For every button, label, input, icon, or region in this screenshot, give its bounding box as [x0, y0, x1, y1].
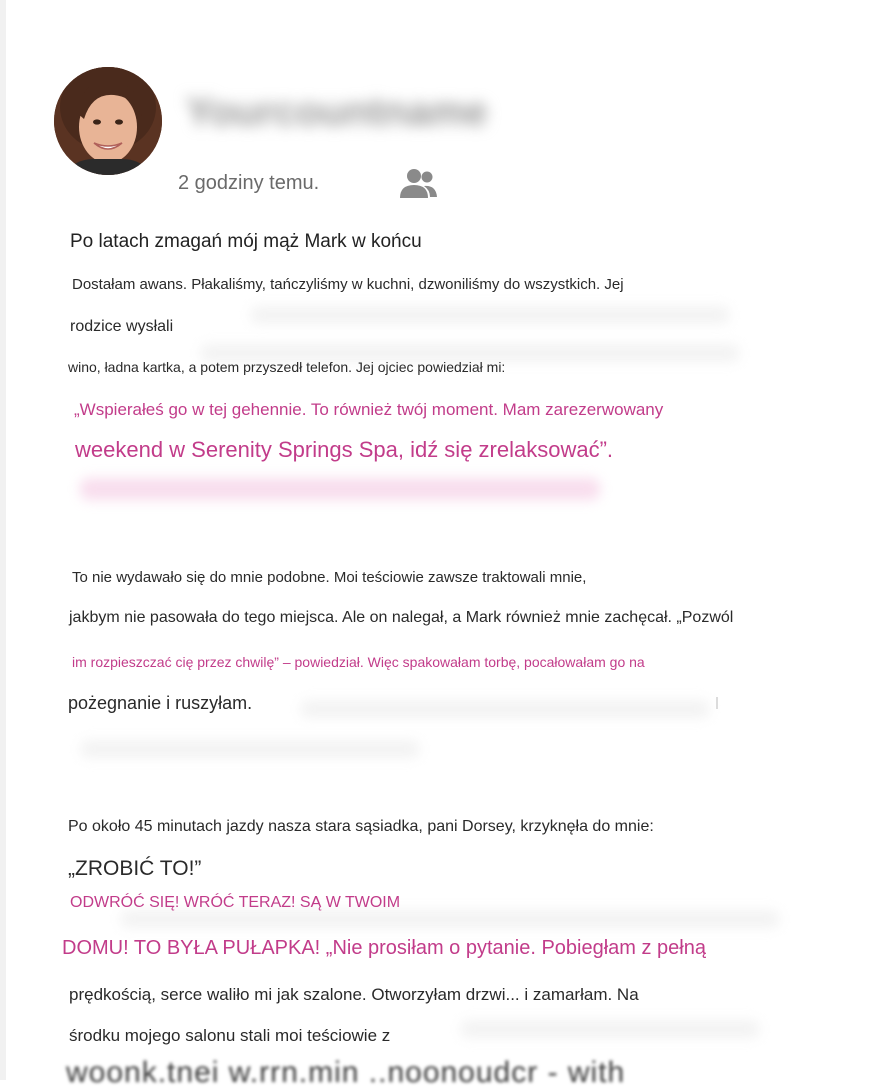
post-timestamp[interactable]: 2 godziny temu. — [178, 172, 320, 194]
post-line-highlight: „Wspierałeś go w tej gehennie. To również twój moment. Mam zarezerwowany — [74, 400, 664, 419]
faded-text — [80, 740, 420, 758]
post-line-highlight: im rozpieszczać cię przez chwilę” – powiedział. Więc spakowałam torbę, pocałowałam go na — [72, 654, 645, 670]
post-line: „ZROBIĆ TO!” — [68, 857, 202, 880]
faded-text — [460, 1020, 760, 1038]
post-line-cutoff: woonk.tnei w.rrn.min ..noonoudcr - with — [66, 1056, 626, 1089]
post-line: pożegnanie i ruszyłam. — [68, 693, 253, 713]
post-line: rodzice wysłali — [70, 318, 174, 335]
faded-text — [120, 910, 780, 928]
faded-text — [80, 478, 600, 500]
post-line: środku mojego salonu stali moi teściowie z — [69, 1026, 391, 1045]
post-line: Po około 45 minutach jazdy nasza stara sąsiadka, pani Dorsey, krzyknęła do mnie: — [68, 818, 654, 835]
post-line: To nie wydawało się do mnie podobne. Moi teściowie zawsze traktowali mnie, — [72, 569, 587, 586]
avatar-photo — [54, 67, 162, 175]
divider — [716, 697, 718, 709]
faded-text — [250, 306, 730, 324]
post-line: Dostałam awans. Płakaliśmy, tańczyliśmy w kuchni, dzwoniliśmy do wszystkich. Jej — [72, 276, 624, 293]
post-line-highlight: ODWRÓĆ SIĘ! WRÓĆ TERAZ! SĄ W TWOIM — [70, 894, 401, 911]
friends-icon[interactable] — [400, 166, 438, 205]
post-line: wino, ładna kartka, a potem przyszedł telefon. Jej ojciec powiedział mi: — [68, 359, 506, 375]
post-line: prędkością, serce waliło mi jak szalone. Otworzyłam drzwi... i zamarłam. Na — [69, 985, 639, 1004]
post-line-highlight: weekend w Serenity Springs Spa, idź się zrelaksować”. — [75, 437, 614, 462]
post-line-highlight: DOMU! TO BYŁA PUŁAPKA! „Nie prosiłam o pytanie. Pobiegłam z pełną — [62, 937, 706, 959]
faded-text — [300, 700, 710, 718]
post-line: Po latach zmagań mój mąż Mark w końcu — [70, 231, 422, 252]
post-line: jakbym nie pasowała do tego miejsca. Ale on nalegał, a Mark również mnie zachęcał. „Pozwól — [69, 609, 734, 626]
page-edge — [0, 0, 6, 1080]
avatar[interactable] — [54, 67, 162, 175]
author-name[interactable]: Yourcountname — [186, 90, 488, 134]
